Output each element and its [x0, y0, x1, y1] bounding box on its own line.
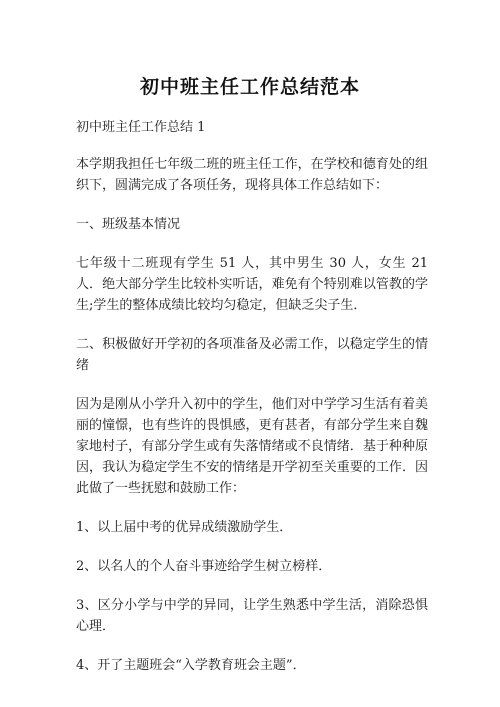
list-item-4: 4、开了主题班会“入学教育班会主题”． — [76, 658, 306, 673]
heading-class-overview: 一、班级基本情况 — [76, 217, 181, 232]
paragraph-intro: 本学期我担任七年级二班的班主任工作，在学校和德育处的组织下，圆满完成了各项任务，现将具体工作总结如下： — [76, 157, 428, 193]
heading-preparation: 二、积极做好开学初的各项准备及必需工作，以稳定学生的情绪 — [76, 337, 428, 373]
section-subtitle: 初中班主任工作总结 1 — [76, 120, 206, 135]
list-item-1: 1、以上届中考的优异成绩激励学生． — [76, 520, 293, 535]
paragraph-preparation: 因为是刚从小学升入初中的学生，他们对中学学习生活有着美丽的憧憬，也有些许的畏惧感，更有甚者，有部分学生来自魏家地村子，有部分学生或有失落情绪或不良情绪．基于种种原因，我认为稳定学生不安的情绪是开学初至关重要的工作．因此做了一些抚慰和鼓励工作： — [76, 397, 428, 496]
list-item-3: 3、区分小学与中学的异同，让学生熟悉中学生活，消除恐惧心理． — [76, 598, 428, 634]
document-title: 初中班主任工作总结范本 — [139, 76, 360, 98]
paragraph-class-overview: 七年级十二班现有学生 51 人，其中男生 30 人，女生 21 人．绝大部分学生比较朴实听话，难免有个特别难以管教的学生;学生的整体成绩比较均匀稳定，但缺乏尖子生． — [76, 256, 428, 313]
document-body — [76, 117, 428, 694]
list-item-2: 2、以名人的个人奋斗事迹给学生树立榜样． — [76, 559, 332, 574]
